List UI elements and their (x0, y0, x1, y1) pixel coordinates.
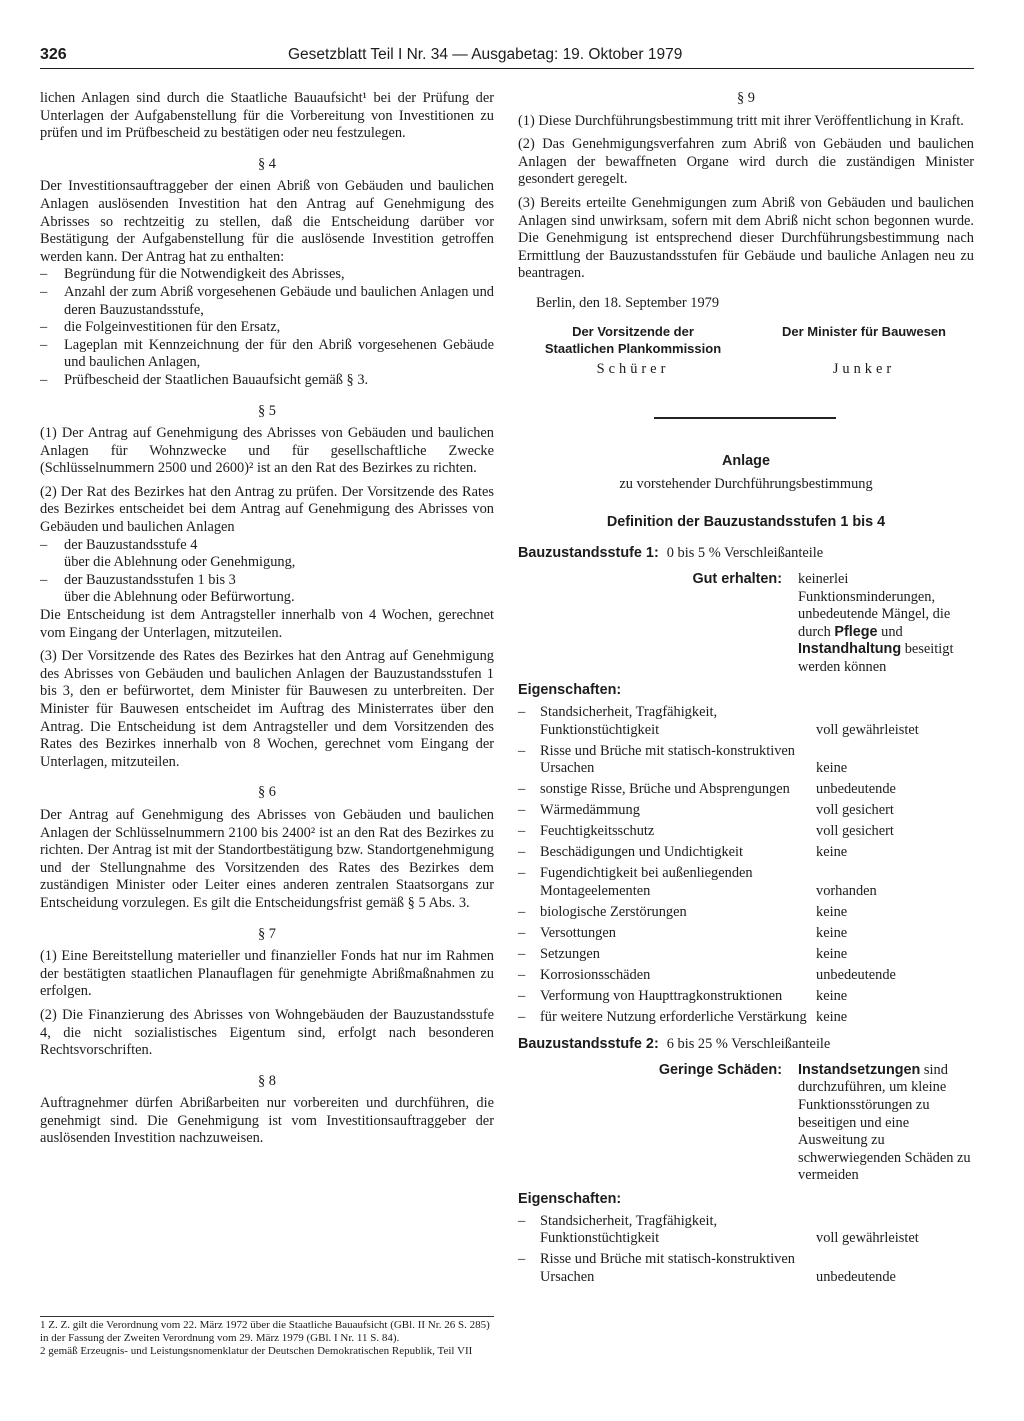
property-value: keine (816, 903, 848, 920)
condition-bold-term: Instandsetzungen (798, 1061, 921, 1078)
dash-marker: – (518, 1008, 526, 1025)
section-5-paragraph-3: (3) Der Vorsitzende des Rates des Bezirkes hat den Antrag auf Genehmigung des Abrisses von Gebäuden und baulichen Anlagen der Bauzustandsstufen 1 bis 3, den er befürwortet, dem Minister für Bauwesen zu unterbreiten. Der Minister für Bauwesen entscheidet im Auftrag des Ministerrates über den Antrag. Die Entscheidung ist dem Antragsteller und dem Vorsitzenden des Rates des Bezirkes innerhalb von 8 Wochen, gerechnet vom Eingang der Unterlagen, mitzuteilen. (40, 648, 494, 770)
signature-name: Schürer (596, 360, 670, 377)
property-value: voll gewährleistet (816, 1230, 919, 1247)
section-9-paragraph-3: (3) Bereits erteilte Genehmigungen zum Abriß von Gebäuden und baulichen Anlagen sind unwirksam, sofern mit dem Abriß nicht schon begonnen wurde. Die Genehmigung ist entsprechend dieser Durchführungsbestimmung nach Ermittlung der Bauzustandsstufen für Gebäude und bauliche Anlagen neu zu beantragen. (518, 194, 974, 282)
property-value: voll gesichert (816, 802, 894, 819)
property-row (518, 1009, 974, 1027)
property-text: Verformung von Haupttragkonstruktionen (540, 987, 783, 1004)
section-9-paragraph-2: (2) Das Genehmigungsverfahren zum Abriß von Gebäuden und baulichen Anlagen der bewaffneten Organe wird durch die zuständigen Minister gesondert geregelt. (518, 136, 974, 188)
property-row (518, 967, 974, 985)
properties-heading: Eigenschaften: (518, 682, 622, 699)
property-value: keine (816, 945, 848, 962)
section-5-paragraph-2-end: Die Entscheidung ist dem Antragsteller innerhalb von 4 Wochen, gerechnet vom Eingang der Unterlagen, mitzuteilen. (40, 607, 494, 641)
list-item: – Prüfbescheid der Staatlichen Bauaufsicht gemäß § 3. (40, 372, 494, 390)
dash-marker: – (518, 704, 526, 721)
condition-description (798, 571, 974, 677)
running-title: Gesetzblatt Teil I Nr. 34 — Ausgabetag: 19. Oktober 1979 (288, 46, 683, 63)
signature-title: Der Vorsitzende der (572, 323, 694, 339)
property-value: unbedeutende (816, 966, 896, 983)
intro-paragraph: lichen Anlagen sind durch die Staatliche Bauaufsicht¹ bei der Prüfung der Unterlagen der Aufgabenstellung für die Vorbereitung von Investitionen zu prüfen und im Prüfbescheid zu bestätigen oder neu festzulegen. (40, 90, 494, 142)
property-text: Beschädigungen und Undichtigkeit (540, 844, 744, 861)
condition-text: keinerlei Funktionsminderungen, unbedeutende Mängel, die durch (798, 570, 951, 640)
list-item-line: über die Ablehnung oder Befürwortung. (64, 589, 295, 606)
stufe-2-properties (518, 1213, 974, 1287)
footnotes (40, 1316, 494, 1357)
section-7-paragraph-2: (2) Die Finanzierung des Abrisses von Wohngebäuden der Bauzustandsstufe 4, die nicht sozialistisches Eigentum sind, erfolgt nach besonderen Rechtsvorschriften. (40, 1006, 494, 1059)
section-4-text: Der Investitionsauftraggeber der einen Abriß von Gebäuden und baulichen Anlagen auslösenden Investition hat den Antrag auf Genehmigung des Abrisses so rechtzeitig zu stellen, daß die Entscheidung darüber vor Bestätigung der Aufgabenstellung für die auslösende Investition getroffen werden kann. Der Antrag hat zu enthalten: (40, 178, 494, 265)
section-5-paragraph-1: (1) Der Antrag auf Genehmigung des Abrisses von Gebäuden und baulichen Anlagen für Wohnzwecke und für gesellschaftliche Zwecke (Schlüsselnummern 2500 und 2600)² ist an den Rat des Bezirkes zu richten. (40, 425, 494, 477)
condition-bold-term: Pflege (834, 623, 878, 640)
section-4-list (40, 266, 494, 389)
property-row (518, 802, 974, 820)
condition-description (798, 1062, 974, 1185)
property-text: Risse und Brüche mit statisch-konstruktiven Ursachen (540, 1251, 796, 1285)
property-row (518, 1251, 974, 1286)
property-row (518, 946, 974, 964)
footnote-2: 2 gemäß Erzeugnis- und Leistungsnomenklatur der Deutschen Demokratischen Republik, Teil VII (40, 1344, 473, 1357)
appendix-subtitle: zu vorstehender Durchführungsbestimmung (619, 476, 873, 493)
section-9-paragraph-1: (1) Diese Durchführungsbestimmung tritt mit ihrer Veröffentlichung in Kraft. (518, 112, 964, 129)
stufe-2-condition (518, 1062, 974, 1185)
dash-marker: – (518, 1251, 526, 1268)
list-item-line: – der Bauzustandsstufen 1 bis 3 (64, 571, 236, 588)
section-8-text: Auftragnehmer dürfen Abrißarbeiten nur vorbereiten und durchführen, die genehmigt sind. Die Genehmigung ist vom Investitionsauftraggeber der auslösenden Investition nachzuweisen. (40, 1095, 494, 1147)
property-row (518, 904, 974, 922)
property-row (518, 704, 974, 739)
stufe-1-header (518, 545, 974, 563)
stufe-label: Bauzustandsstufe 2: (518, 1036, 659, 1053)
signature-title: Der Minister für Bauwesen (782, 323, 946, 339)
page-number: 326 (40, 46, 67, 63)
dash-marker: – (518, 987, 526, 1004)
list-item: – Anzahl der zum Abriß vorgesehenen Gebäude und baulichen Anlagen und deren Bauzustandsstufe, (40, 284, 494, 319)
section-4-heading: § 4 (258, 155, 276, 172)
list-item: – Begründung für die Notwendigkeit des Abrisses, (40, 266, 494, 284)
footnote-1: 1 Z. Z. gilt die Verordnung vom 22. März 1972 über die Staatliche Bauaufsicht (GBl. II Nr. 26 S. 285) in der Fassung der Zweiten Verordnung vom 29. März 1979 (GBl. I Nr. 11 S. 84). (40, 1319, 490, 1344)
stufe-1-condition (518, 571, 974, 677)
section-7-heading: § 7 (258, 925, 276, 942)
property-row (518, 823, 974, 841)
divider-rule (654, 417, 836, 419)
property-text: Wärmedämmung (540, 802, 640, 819)
condition-text: beseitigt werden können (798, 641, 954, 675)
list-item (40, 572, 494, 607)
property-text: Korrosionsschäden (540, 966, 651, 983)
condition-label: Geringe Schäden: (658, 1061, 782, 1078)
property-row (518, 865, 974, 900)
signature-planning-commission (518, 323, 748, 379)
dateline: Berlin, den 18. September 1979 (536, 294, 720, 311)
property-text: Feuchtigkeitsschutz (540, 823, 655, 840)
dash-marker: – (518, 781, 526, 798)
property-text: Versottungen (540, 924, 616, 941)
dash-marker: – (518, 945, 526, 962)
property-value: keine (816, 987, 848, 1004)
stufe-range: 6 bis 25 % Verschleißanteile (666, 1036, 831, 1053)
section-9-heading: § 9 (737, 90, 755, 106)
dash-marker: – (518, 903, 526, 920)
signature-title: Staatlichen Plankommission (544, 340, 722, 356)
list-item-line: – der Bauzustandsstufe 4 (64, 536, 198, 553)
signature-name: Junker (832, 360, 896, 377)
appendix-heading (518, 453, 974, 494)
property-text: biologische Zerstörungen (540, 903, 687, 920)
dash-marker: – (518, 865, 526, 882)
section-6-heading: § 6 (258, 784, 276, 801)
property-row (518, 743, 974, 778)
property-value: vorhanden (816, 882, 877, 899)
list-item (40, 537, 494, 572)
stufe-2-header (518, 1036, 974, 1054)
section-5-heading: § 5 (258, 402, 276, 419)
list-item-line: über die Ablehnung oder Genehmigung, (64, 554, 296, 571)
dash-marker: – (518, 802, 526, 819)
property-value: unbedeutende (816, 781, 896, 798)
property-text: Standsicherheit, Tragfähigkeit, Funktionstüchtigkeit (540, 704, 718, 738)
stufe-2-block (518, 1036, 974, 1286)
property-value: keine (816, 844, 848, 861)
property-value: unbedeutende (816, 1268, 896, 1285)
property-value: keine (816, 760, 848, 777)
property-text: Risse und Brüche mit statisch-konstruktiven Ursachen (540, 742, 796, 777)
property-row (518, 925, 974, 943)
section-5-list (40, 537, 494, 607)
property-row (518, 988, 974, 1006)
left-column (40, 90, 494, 1154)
property-text: Fugendichtigkeit bei außenliegenden Montageelementen (540, 865, 753, 899)
list-item: – Lageplan mit Kennzeichnung der für den Abriß vorgesehenen Gebäude und baulichen Anlagen, (40, 337, 494, 372)
properties-heading: Eigenschaften: (518, 1191, 622, 1207)
section-8-heading: § 8 (258, 1072, 276, 1089)
list-item: – die Folgeinvestitionen für den Ersatz, (40, 319, 494, 337)
dash-marker: – (518, 742, 526, 759)
signature-minister (754, 323, 974, 379)
signature-block (518, 323, 974, 379)
stufe-1-block (518, 545, 974, 1026)
section-6-text: Der Antrag auf Genehmigung des Abrisses von Gebäuden und baulichen Anlagen der Schlüsselnummern 2100 bis 2400² ist an den Rat des Bezirkes zu richten. Der Antrag ist mit der Standortbestätigung bzw. Standortgenehmigung und der Stellungnahme des Vorsitzenden des Rates des Bezirkes dem zuständigen Minister oder Leiter eines anderen zentralen Staatsorgans zur Entscheidung vorzulegen. Es gilt die Entscheidungsfrist gemäß § 5 Abs. 3. (40, 806, 494, 911)
property-value: keine (816, 924, 848, 941)
section-7-paragraph-1: (1) Eine Bereitstellung materieller und finanzieller Fonds hat nur im Rahmen der bestätigten staatlichen Planauflagen für genehmigte Abrißmaßnahmen zu erfolgen. (40, 948, 494, 1000)
property-text: Setzungen (540, 945, 600, 962)
dash-marker: – (518, 924, 526, 941)
property-text: Standsicherheit, Tragfähigkeit, Funktionstüchtigkeit (540, 1212, 718, 1247)
property-value: voll gesichert (816, 823, 894, 840)
definition-title: Definition der Bauzustandsstufen 1 bis 4 (606, 513, 886, 530)
condition-text: und (877, 623, 903, 640)
property-value: voll gewährleistet (816, 721, 919, 738)
page-header (40, 44, 974, 69)
stufe-label: Bauzustandsstufe 1: (518, 545, 659, 562)
dash-marker: – (518, 966, 526, 983)
dash-marker: – (518, 823, 526, 840)
section-5-paragraph-2: (2) Der Rat des Bezirkes hat den Antrag zu prüfen. Der Vorsitzende des Rates des Bezirkes entscheidet bei dem Antrag auf Genehmigung des Abrisses von Gebäuden und baulichen Anlagen (40, 483, 494, 536)
property-row (518, 1213, 974, 1248)
property-text: für weitere Nutzung erforderliche Verstärkung (540, 1008, 807, 1025)
condition-label: Gut erhalten: (692, 570, 782, 587)
property-text: sonstige Risse, Brüche und Absprengungen (540, 781, 790, 798)
property-value: keine (816, 1008, 848, 1025)
condition-text: sind durchzuführen, um kleine Funktionsstörungen zu beseitigen und eine Ausweitung zu schwerwiegenden Schäden zu vermeiden (798, 1061, 971, 1184)
dash-marker: – (518, 1212, 526, 1229)
condition-bold-term: Instandhaltung (798, 641, 902, 658)
stufe-1-properties (518, 704, 974, 1026)
dash-marker: – (518, 844, 526, 861)
property-row (518, 844, 974, 862)
stufe-range: 0 bis 5 % Verschleißanteile (666, 545, 824, 562)
appendix-title: Anlage (722, 452, 770, 469)
property-row (518, 781, 974, 799)
right-column (518, 90, 974, 1290)
